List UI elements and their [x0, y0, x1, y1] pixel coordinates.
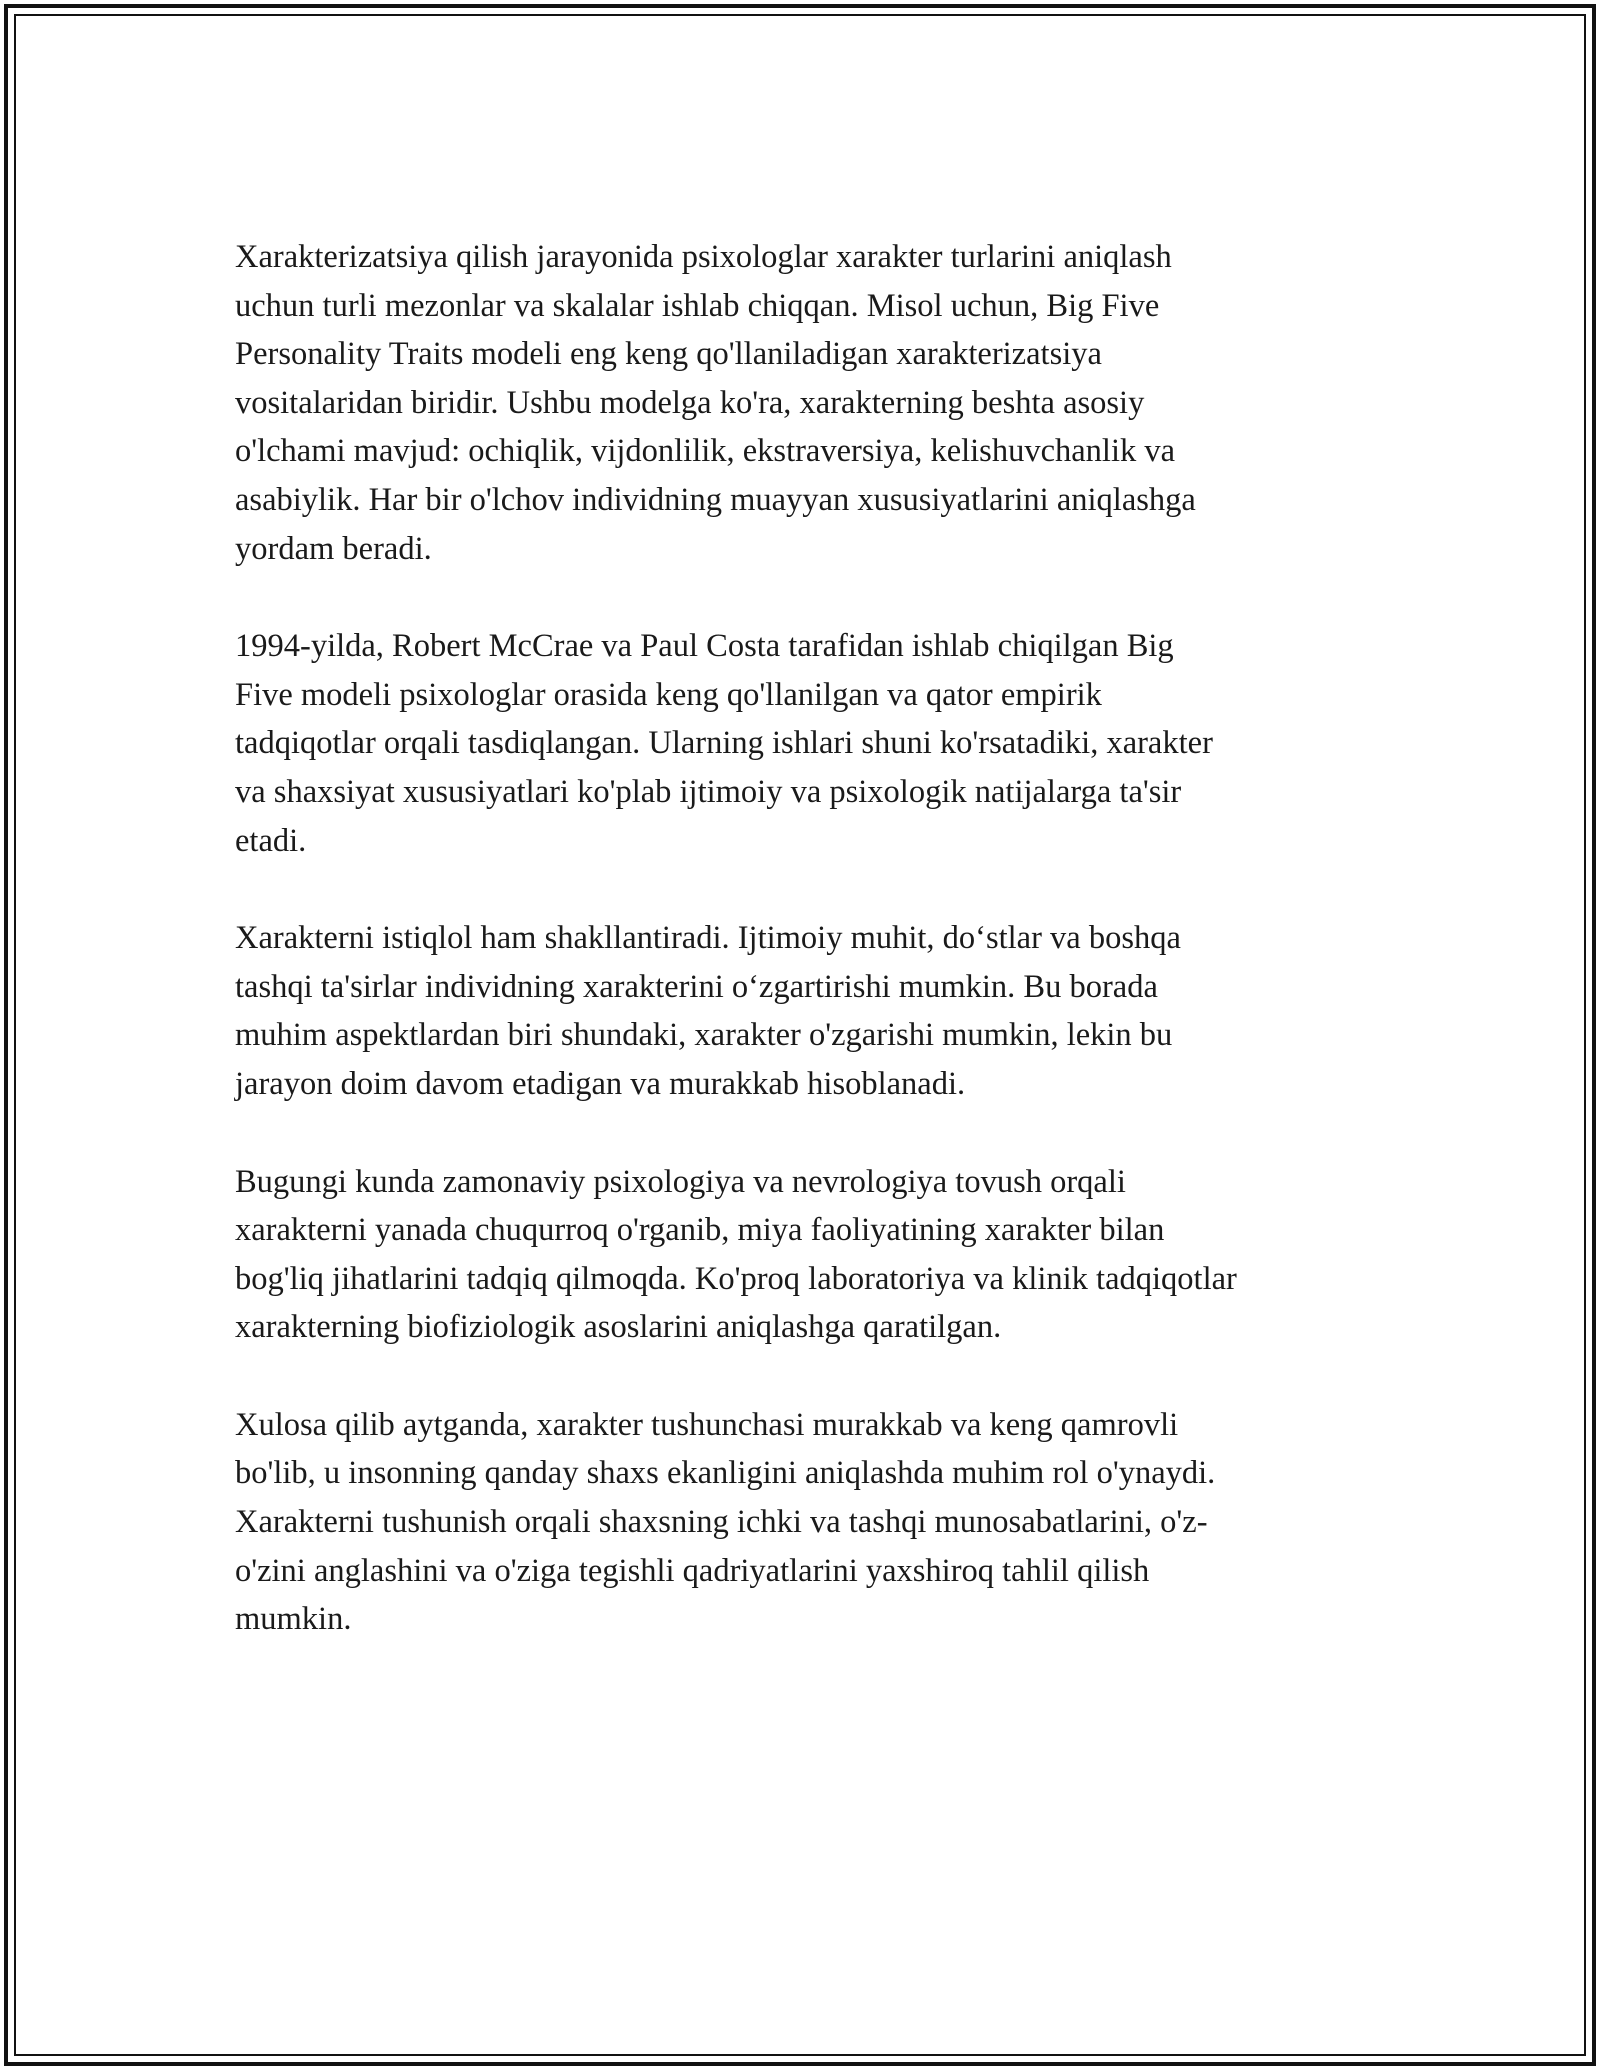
paragraph-5: Xulosa qilib aytganda, xarakter tushunchasi murakkab va keng qamrovli bo'lib, u insonning qanday shaxs ekanligini aniqlashda muhim rol o'ynaydi. Xarakterni tushunish orqali shaxsning ichki va tashqi munosabatlarini, o'z- o'zini anglashini va o'ziga tegishli qadriyatlarini yaxshiroq tahlil qilish mumkin. [235, 1406, 1216, 1638]
paragraph-2: 1994-yilda, Robert McCrae va Paul Costa tarafidan ishlab chiqilgan Big Five modeli psixologlar orasida keng qo'llanilgan va qator empirik tadqiqotlar orqali tasdiqlangan. Ularning ishlari shuni ko'rsatadiki, xarakter va shaxsiyat xususiyatlari ko'plab ijtimoiy va psixologik natijalarga ta'sir etadi. [235, 628, 1213, 859]
document-body [235, 233, 1375, 1693]
paragraph-1: Xarakterizatsiya qilish jarayonida psixologlar xarakter turlarini aniqlash uchun turli mezonlar va skalalar ishlab chiqqan. Misol uchun, Big Five Personality Traits modeli eng keng qo'llaniladigan xarakterizatsiya vositalaridan biridir. Ushbu modelga ko'ra, xarakterning beshta asosiy o'lchami mavjud: ochiqlik, vijdonlilik, ekstraversiya, kelishuvchanlik va asabiylik. Har bir o'lchov individning muayyan xususiyatlarini aniqlashga yordam beradi. [235, 239, 1196, 567]
paragraph-4: Bugungi kunda zamonaviy psixologiya va nevrologiya tovush orqali xarakterni yanada chuqurroq o'rganib, miya faoliyatining xarakter bilan bog'liq jihatlarini tadqiq qilmoqda. Ko'proq laboratoriya va klinik tadqiqotlar xarakterning biofiziologik asoslarini aniqlashga qaratilgan. [235, 1163, 1237, 1346]
paragraph-3: Xarakterni istiqlol ham shakllantiradi. Ijtimoiy muhit, do‘stlar va boshqa tashqi ta'sirlar individning xarakterini o‘zgartirishi mumkin. Bu borada muhim aspektlardan biri shundaki, xarakter o'zgarishi mumkin, lekin bu jarayon doim davom etadigan va murakkab hisoblanadi. [235, 920, 1181, 1102]
